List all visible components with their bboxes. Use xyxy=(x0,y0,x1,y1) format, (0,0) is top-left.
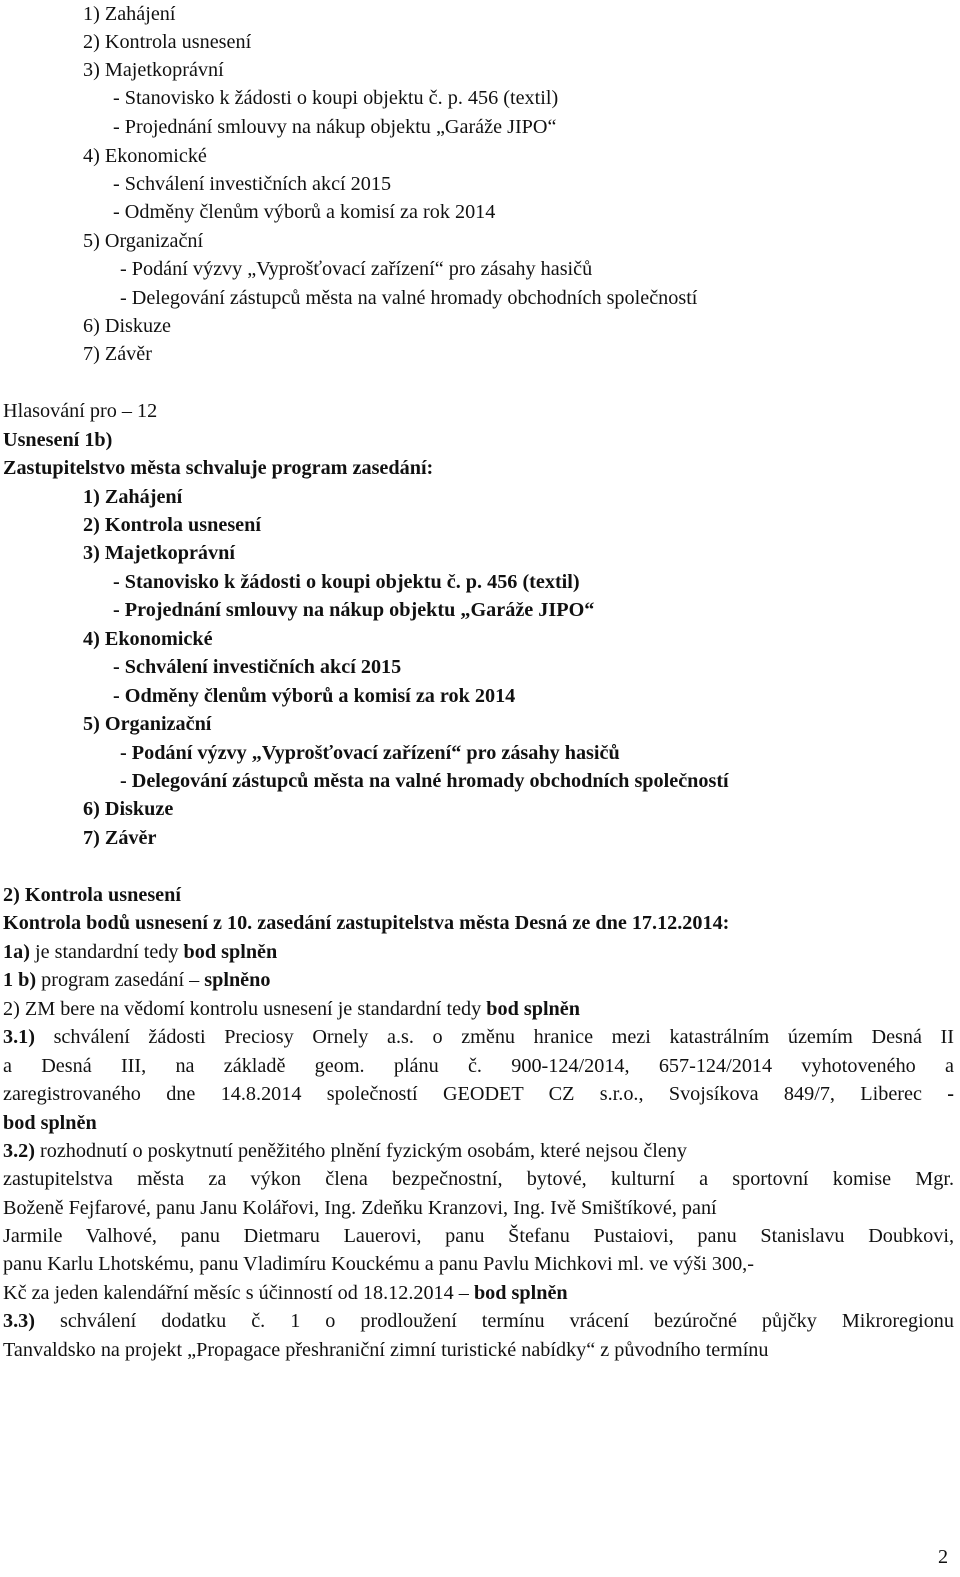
resolution-check-3-3 xyxy=(3,1307,954,1335)
agenda-subitem: - Stanovisko k žádosti o koupi objektu č. p. 456 (textil) xyxy=(113,87,559,109)
page-number: 2 xyxy=(938,1546,949,1568)
item-text: Kč za jeden kalendářní měsíc s účinností od 18.12.2014 – xyxy=(3,1282,474,1304)
agenda-item: 3) Majetkoprávní xyxy=(83,542,235,564)
item-label: 1 b) xyxy=(3,969,37,991)
status-text: splněno xyxy=(204,969,271,991)
agenda-subitem: - Projednání smlouvy na nákup objektu „Garáže JIPO“ xyxy=(113,116,557,138)
resolution-check-3-2 xyxy=(3,1137,687,1165)
paragraph-line xyxy=(3,1279,568,1307)
agenda-item: 4) Ekonomické xyxy=(83,145,207,167)
resolution-check-1a xyxy=(3,938,277,966)
agenda-item: 4) Ekonomické xyxy=(83,628,213,650)
item-text: je standardní tedy xyxy=(29,941,184,963)
status-text: bod splněn xyxy=(473,1282,568,1304)
status-text: bod splněn xyxy=(3,1112,97,1134)
resolution-check-1b xyxy=(3,966,270,994)
agenda-item: 3) Majetkoprávní xyxy=(83,59,224,81)
agenda-subitem: - Odměny členům výborů a komisí za rok 2014 xyxy=(113,201,496,223)
status-text: bod splněn xyxy=(486,998,580,1020)
item-text: 2) ZM bere na vědomí kontrolu usnesení je standardní tedy xyxy=(3,998,487,1020)
item-text: schválení žádosti Preciosy Ornely a.s. o změnu hranice mezi katastrálním územím Desná II xyxy=(34,1026,954,1048)
item-label: 3.3) xyxy=(3,1310,35,1332)
paragraph-line: Boženě Fejfarové, panu Janu Kolářovi, Ing. Zdeňku Kranzovi, Ing. Ivě Smištíkové, paní xyxy=(3,1197,717,1219)
paragraph-line: panu Karlu Lhotskému, panu Vladimíru Kouckému a panu Pavlu Michkovi ml. ve výši 300,- xyxy=(3,1253,754,1275)
resolution-check-2 xyxy=(3,995,580,1023)
agenda-subitem: - Schválení investičních akcí 2015 xyxy=(113,656,402,678)
status-text: bod splněn xyxy=(183,941,278,963)
agenda-item: 5) Organizační xyxy=(83,230,204,252)
item-text: rozhodnutí o poskytnutí peněžitého plnění fyzickým osobám, které nejsou členy xyxy=(34,1140,687,1162)
item-text: zaregistrovaného dne 14.8.2014 společností GEODET CZ s.r.o., Svojsíkova 849/7, Liberec xyxy=(3,1083,948,1105)
agenda-subitem: - Odměny členům výborů a komisí za rok 2014 xyxy=(113,685,516,707)
agenda-subitem: - Delegování zástupců města na valné hromady obchodních společností xyxy=(120,770,729,792)
section-heading: 2) Kontrola usnesení xyxy=(3,884,181,906)
agenda-item: 7) Závěr xyxy=(83,343,152,365)
resolution-title: Usnesení 1b) xyxy=(3,429,113,451)
item-label: 3.2) xyxy=(3,1140,35,1162)
agenda-subitem: - Projednání smlouvy na nákup objektu „Garáže JIPO“ xyxy=(113,599,595,621)
item-text: program zasedání – xyxy=(36,969,205,991)
agenda-item: 6) Diskuze xyxy=(83,798,174,820)
agenda-subitem: - Podání výzvy „Vyprošťovací zařízení“ pro zásahy hasičů xyxy=(120,742,620,764)
item-text: schválení dodatku č. 1 o prodloužení termínu vrácení bezúročné půjčky Mikroregionu xyxy=(34,1310,954,1332)
item-label: 3.1) xyxy=(3,1026,35,1048)
agenda-subitem: - Podání výzvy „Vyprošťovací zařízení“ pro zásahy hasičů xyxy=(120,258,593,280)
agenda-subitem: - Stanovisko k žádosti o koupi objektu č. p. 456 (textil) xyxy=(113,571,580,593)
agenda-item: 1) Zahájení xyxy=(83,3,176,25)
paragraph-line: Tanvaldsko na projekt „Propagace přeshraniční zimní turistické nabídky“ z původního termínu xyxy=(3,1339,769,1361)
section-subheading: Kontrola bodů usnesení z 10. zasedání zastupitelstva města Desná ze dne 17.12.2014: xyxy=(3,912,730,934)
agenda-item: 1) Zahájení xyxy=(83,486,183,508)
paragraph-line: a Desná III, na základě geom. plánu č. 900-124/2014, 657-124/2014 vyhotoveného a xyxy=(3,1055,954,1077)
agenda-item: 6) Diskuze xyxy=(83,315,172,337)
resolution-check-3-1 xyxy=(3,1023,954,1051)
paragraph-line: Jarmile Valhové, panu Dietmaru Lauerovi, panu Štefanu Pustaiovi, panu Stanislavu Doubkovi, xyxy=(3,1225,954,1247)
agenda-item: 5) Organizační xyxy=(83,713,212,735)
agenda-item: 7) Závěr xyxy=(83,827,157,849)
paragraph-line: zastupitelstva města za výkon člena bezpečnostní, bytové, kulturní a sportovní komise Mgr. xyxy=(3,1168,954,1190)
resolution-intro: Zastupitelstvo města schvaluje program zasedání: xyxy=(3,457,434,479)
agenda-subitem: - Schválení investičních akcí 2015 xyxy=(113,173,392,195)
agenda-item: 2) Kontrola usnesení xyxy=(83,514,261,536)
agenda-subitem: - Delegování zástupců města na valné hromady obchodních společností xyxy=(120,287,698,309)
paragraph-line xyxy=(3,1080,954,1108)
vote-result: Hlasování pro – 12 xyxy=(3,400,158,422)
item-label: 1a) xyxy=(3,941,30,963)
agenda-item: 2) Kontrola usnesení xyxy=(83,31,252,53)
dash: - xyxy=(947,1083,954,1105)
